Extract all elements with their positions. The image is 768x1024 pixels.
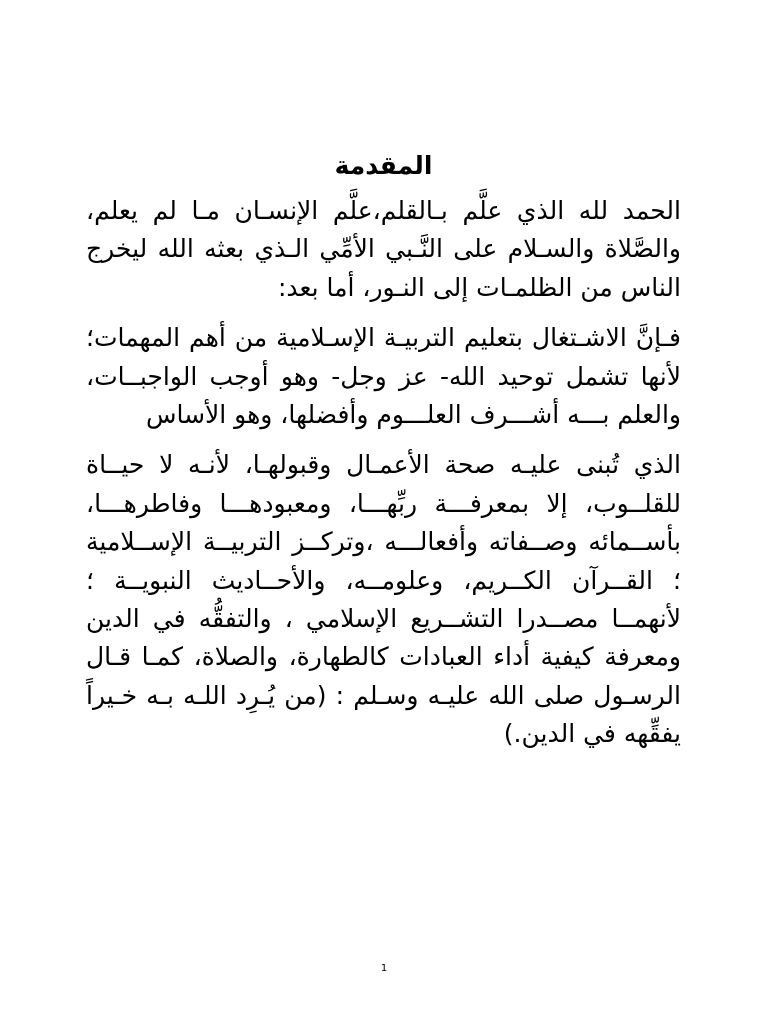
page-number: 1 — [380, 963, 388, 974]
document-page — [86, 146, 681, 766]
paragraph-foundation: الذي تُبنى عليـه صحة الأعمـال وقبولهـا، لأنـه لا حيــاة للقلــوب، إلا بمعرفـــة ربِّهـــا، ومعبودهـــا وفاطرهـــا، بأســمائه وصــفاته وأفعالـــه ،وتركــز التربيــة الإســلامية ؛ القــرآن الكــريم، وعلومــه، والأحــاديث النبويــة ؛ لأنهمــا مصــدرا التشــريع الإسلامي ، والتفقُّه في الدين ومعرفة كيفية أداء العبادات كالطهارة، والصلاة، كمـا قـال الرسـول صلى الله عليـه وسـلم : (من يُـرِد اللـه بـه خـيراً يفقِّهه في الدين.) — [86, 450, 681, 749]
paragraph-opening: الحمد لله الذي علَّم بـالقلم،علَّم الإنسـان مـا لم يعلم، والصَّلاة والسـلام على النَّـبي الأمِّي الـذي بعثه الله ليخرج الناس من الظلمـات إلى النـور، أما بعد: — [86, 196, 681, 302]
paragraph-importance: فـإنَّ الاشـتغال بتعليم التربيـة الإسـلامية من أهم المهمات؛ لأنها تشمل توحيد الله- عز وجل- وهو أوجب الواجبــات، والعلم بـــه أشـــرف العلـــوم وأفضلها، وهو الأساس — [86, 323, 681, 430]
page-title: المقدمة — [334, 151, 433, 180]
